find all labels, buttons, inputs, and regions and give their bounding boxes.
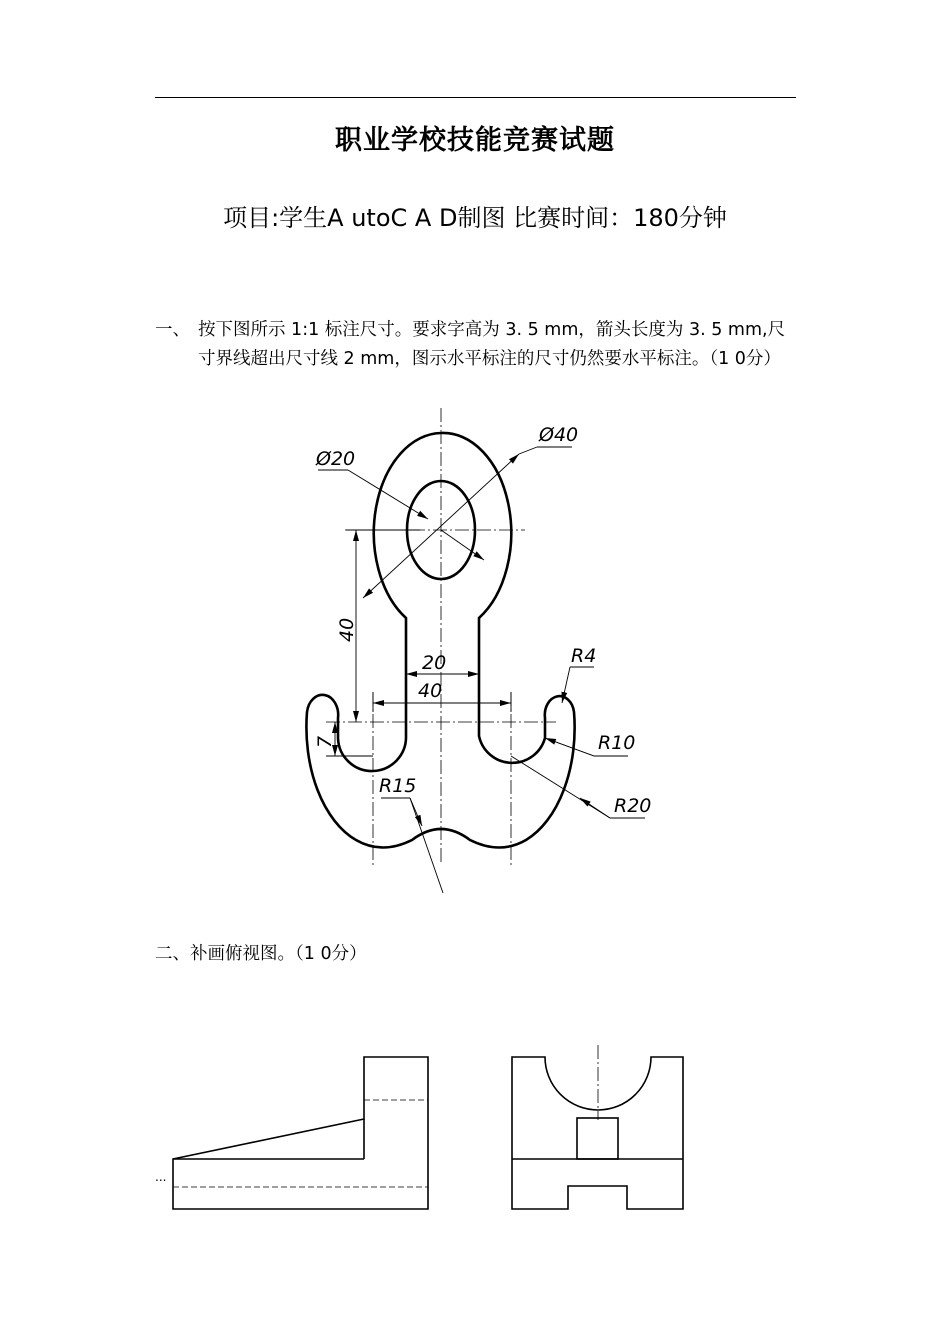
question-1-text: 按下图所示 1:1 标注尺寸。要求字高为 3. 5 mm，箭头长度为 3. 5 mm,尺寸界线超出尺寸线 2 mm，图示水平标注的尺寸仍然要水平标注。（1 0分） [198,320,786,369]
question-2-number: 二、 [155,944,190,964]
dim-phi20-label: Ø20 [316,448,356,470]
dim-40-horizontal-label: 40 [418,680,443,702]
dim-phi40-label: Ø40 [539,424,579,446]
side-view-drawing [512,1045,683,1209]
hook-centerlines [326,408,556,865]
hook-dimension-lines [318,447,645,893]
page-title: 职业学校技能竞赛试题 [335,125,615,156]
front-view-drawing [173,1057,428,1209]
exam-subtitle: 项目:学生A utoC A D制图 比赛时间：180分钟 [223,204,727,232]
dim-r15-label: R15 [379,775,417,797]
dim-r20-label: R20 [614,795,652,817]
dim-7-label: 7 [314,735,336,748]
question-2-text: 补画俯视图。（1 0分） [190,944,367,964]
hook-drawing [306,408,651,893]
dim-40-vertical-label: 40 [336,617,358,642]
dim-r4-label: R4 [571,645,597,667]
question-1-number: 一、 [155,320,190,340]
dim-r10-label: R10 [598,732,636,754]
dim-20-label: 20 [422,652,447,674]
footer-ellipsis: ... [155,1170,167,1184]
